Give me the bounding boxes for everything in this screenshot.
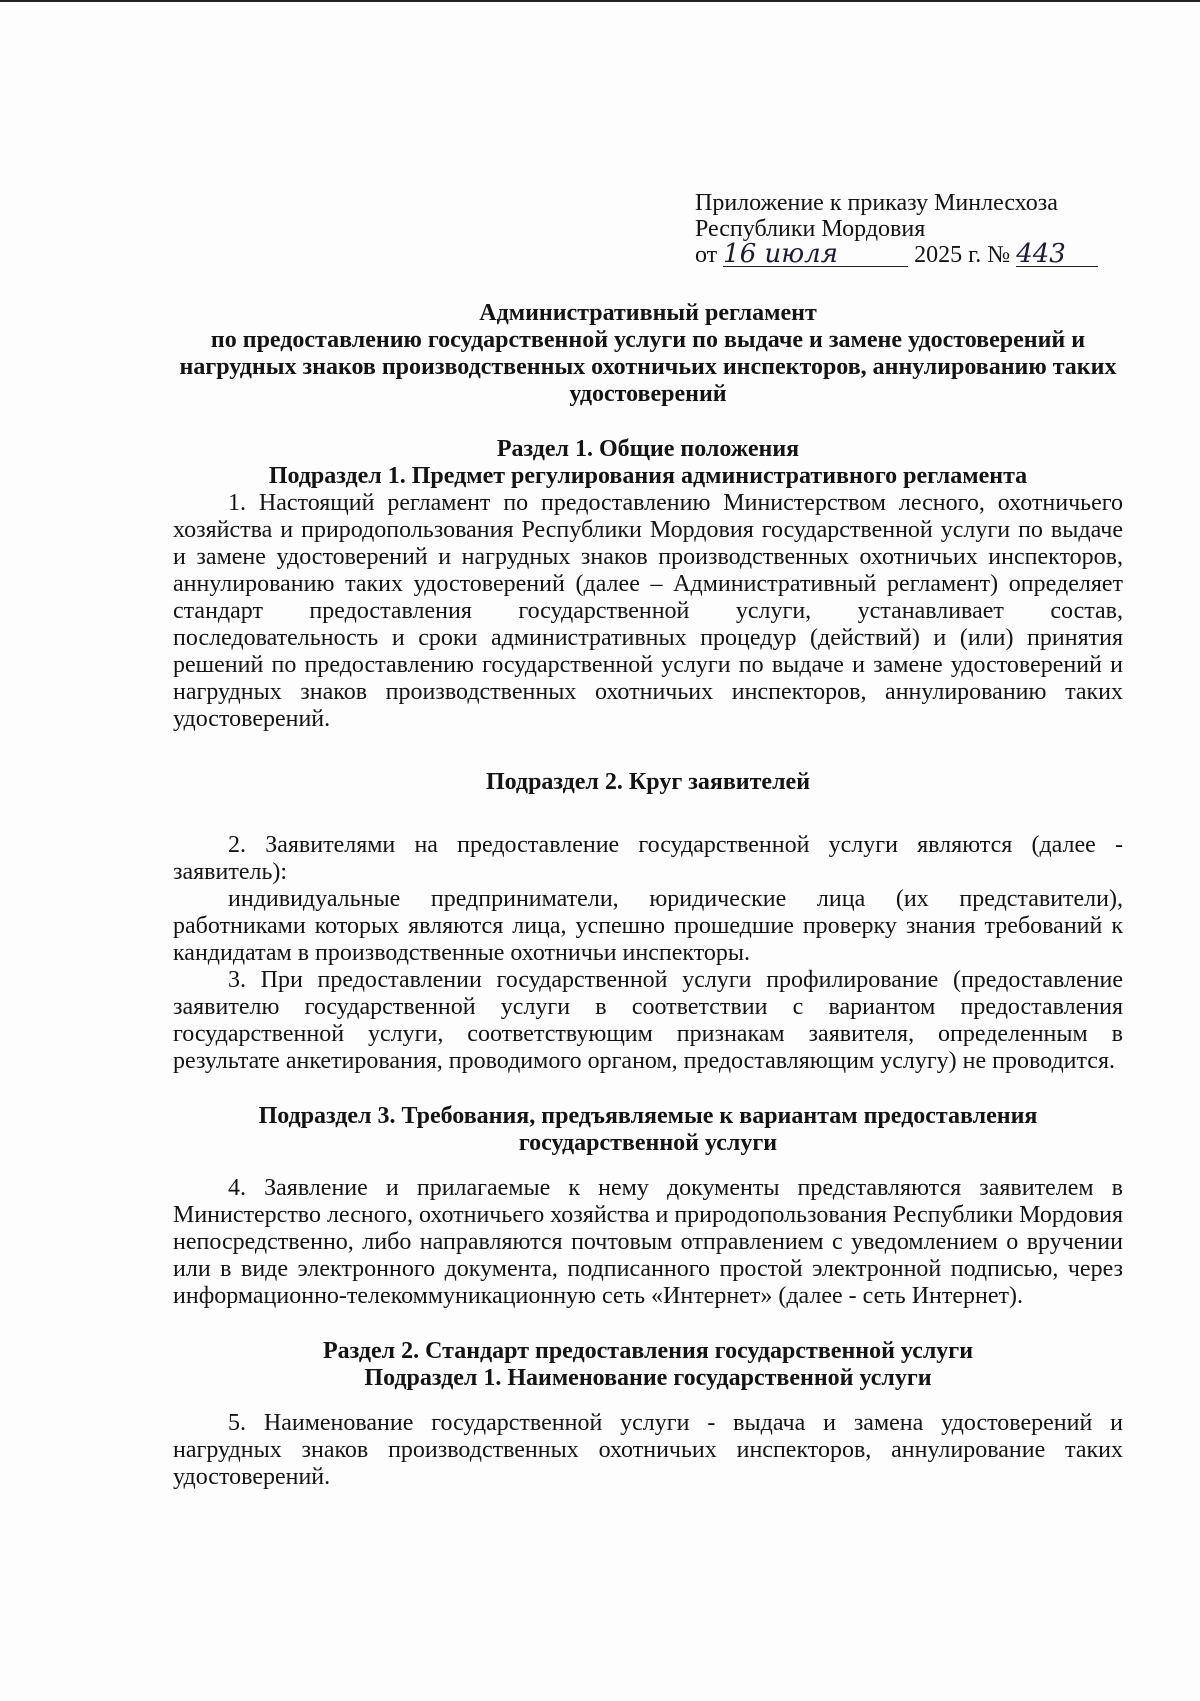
paragraph-5: 5. Наименование государственной услуги - выдача и замена удостоверений и нагрудных знаков производственных охотничьих инспекторов, аннулирование таких удостоверений. (173, 1410, 1123, 1490)
date-blank (723, 239, 908, 269)
section-2-subsection-1-heading: Подраздел 1. Наименование государственной услуги (364, 1365, 932, 1391)
document-title: Административный регламент (479, 300, 817, 326)
number-blank (1016, 239, 1098, 269)
section-1-subsection-1-heading: Подраздел 1. Предмет регулирования административного регламента (268, 463, 1028, 489)
paragraph-3: 3. При предоставлении государственной услуги профилирование (предоставление заявителю государственной услуги в соответствии с вариантом предоставления государственной услуги, соответствующим признакам заявителя, определенным в результате анкетирования, проводимого органом, предоставляющим услугу) не проводится. (173, 967, 1123, 1074)
paragraph-2: 2. Заявителями на предоставление государственной услуги являются (далее - заявитель): (173, 832, 1123, 885)
section-1-subsection-3-heading-line-1: Подраздел 3. Требования, предъявляемые к вариантам предоставления (258, 1103, 1038, 1129)
section-1-subsection-2-heading: Подраздел 2. Круг заявителей (485, 769, 811, 795)
handwritten-date: 16 июля (723, 239, 838, 269)
section-1-heading: Раздел 1. Общие положения (496, 436, 800, 462)
annex-date-prefix: от (695, 242, 718, 268)
document-subtitle: по предоставлению государственной услуги по выдаче и замене удостоверений и нагрудных знаков производственных охотничьих инспекторов, аннулированию таких удостоверений (179, 327, 1117, 407)
annex-year-text: 2025 г. № (914, 242, 1011, 268)
paragraph-1: 1. Настоящий регламент по предоставлению Министерством лесного, охотничьего хозяйства и природопользования Республики Мордовия государственной услуги по выдаче и замене удостоверений и нагрудных знаков производственных охотничьих инспекторов, аннулированию таких удостоверений (далее – Административный регламент) определяет стандарт предоставления государственной услуги, устанавливает состав, последовательность и сроки административных процедур (действий) и (или) принятия решений по предоставлению государственной услуги по выдаче и замене удостоверений и нагрудных знаков производственных охотничьих инспекторов, аннулированию таких удостоверений. (173, 490, 1123, 732)
annex-block (695, 190, 1115, 268)
annex-date-line (695, 239, 1115, 269)
annex-line-1: Приложение к приказу Минлесхоза (695, 190, 1058, 216)
paragraph-2-applicants: индивидуальные предприниматели, юридические лица (их представители), работниками которых являются лица, успешно прошедшие проверку знания требований к кандидатам в производственные охотничьи инспекторы. (173, 886, 1123, 966)
document-body (173, 300, 1123, 1491)
scan-edge (0, 0, 1200, 2)
paragraph-4: 4. Заявление и прилагаемые к нему документы представляются заявителем в Министерство лесного, охотничьего хозяйства и природопользования Республики Мордовия непосредственно, либо направляются почтовым отправлением с уведомлением о вручении или в виде электронного документа, подписанного простой электронной подписью, через информационно-телекоммуникационную сеть «Интернет» (далее - сеть Интернет). (173, 1175, 1123, 1309)
handwritten-number: 443 (1016, 239, 1066, 269)
annex-line-2: Республики Мордовия (695, 216, 926, 242)
section-2-heading: Раздел 2. Стандарт предоставления государственной услуги (322, 1338, 974, 1364)
section-1-subsection-3-heading-line-2: государственной услуги (518, 1130, 778, 1156)
